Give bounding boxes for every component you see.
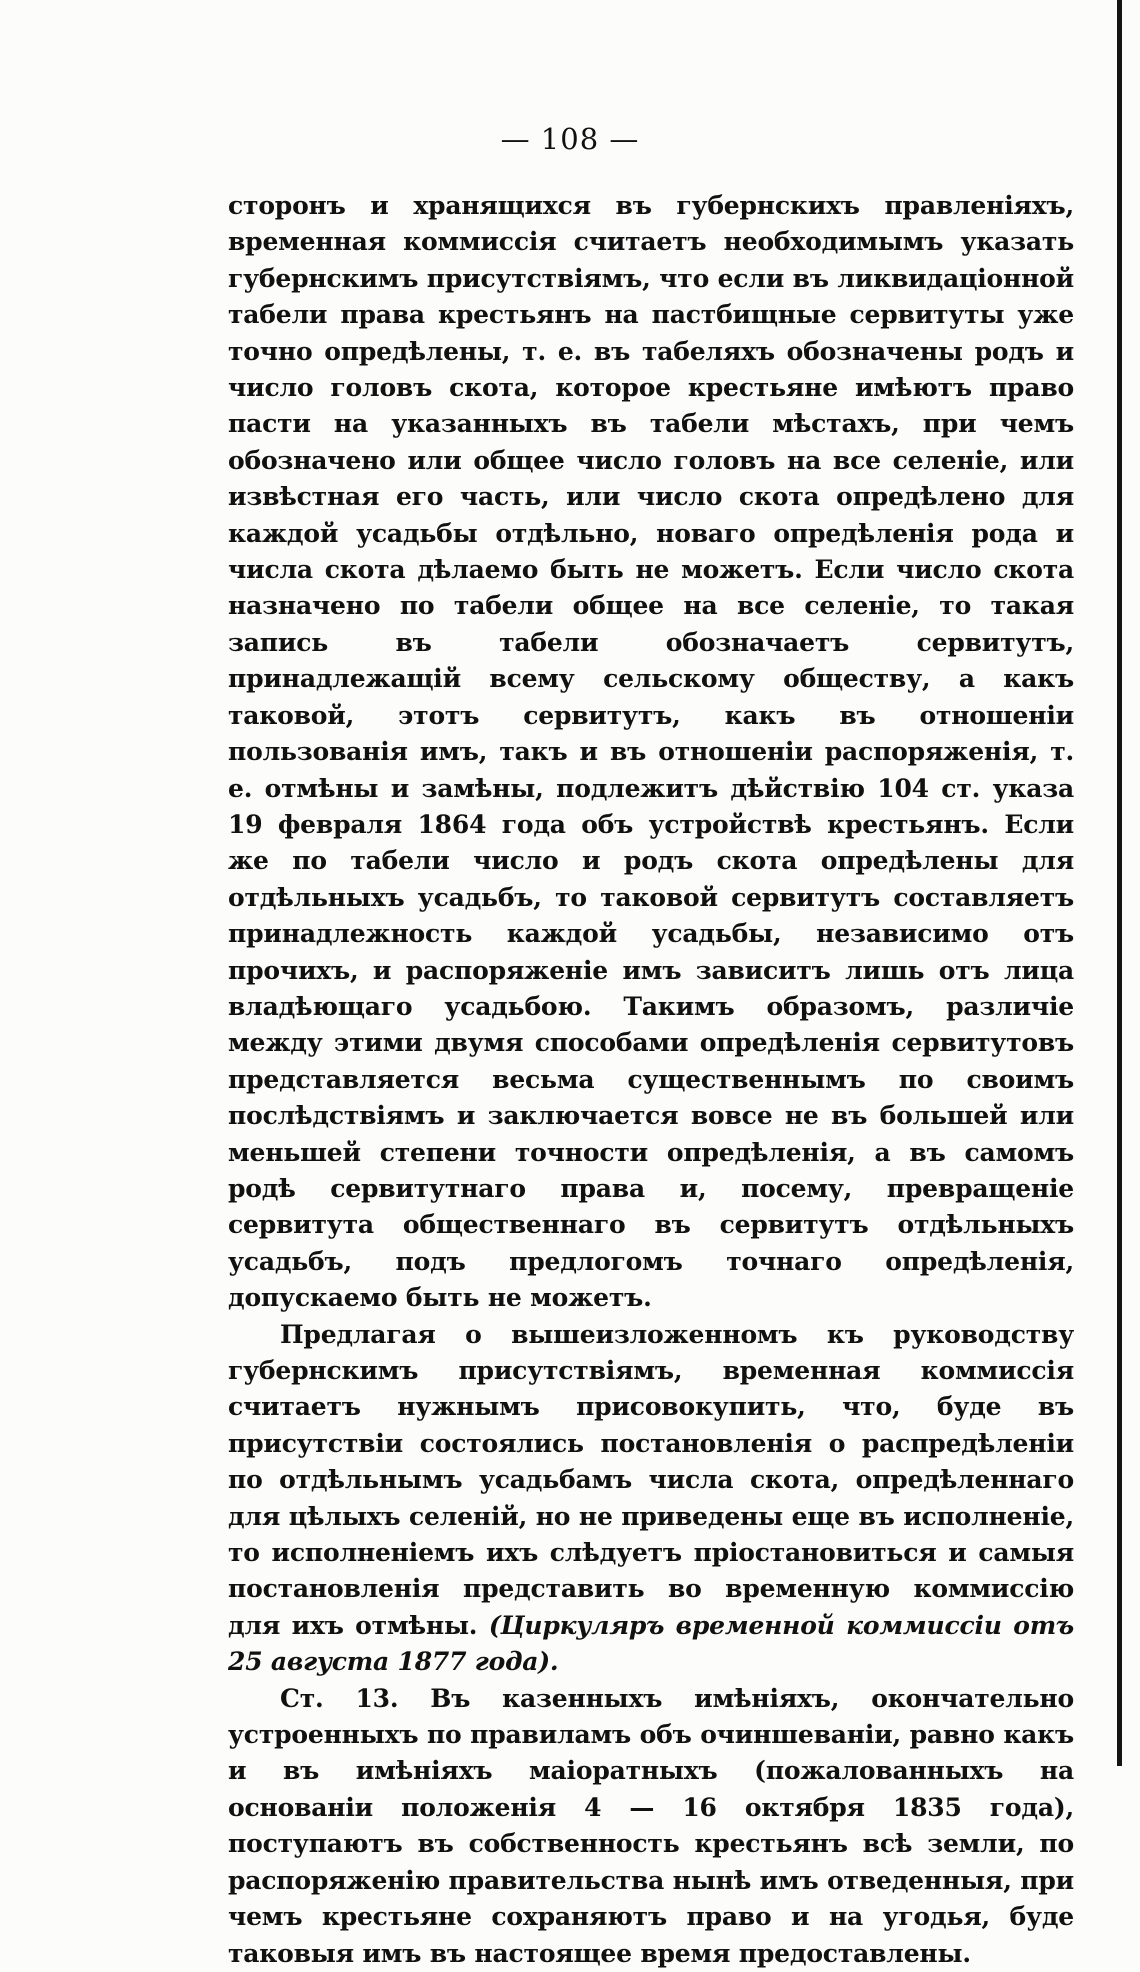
body-text [228,188,1074,1972]
page-edge-shadow [1117,0,1122,1766]
article-13-text: Ст. 13. Въ казенныхъ имѣніяхъ, окончательно устроенныхъ по правиламъ объ очиншеваніи, равно какъ и въ имѣніяхъ маіоратныхъ (пожалованныхъ на основаніи положенія 4 — 16 октября 1835 года), поступаютъ въ собственность крестьянъ всѣ земли, по распоряженію правительства нынѣ имъ отведенныя, при чемъ крестьяне сохраняютъ право и на угодья, буде таковыя имъ въ настоящее время предоставлены. [228,1683,1074,1968]
paragraph-1 [228,188,1074,1317]
circular-reference: (Циркуляръ временной коммиссіи отъ 25 августа 1877 года). [228,1610,1074,1677]
page-number: — 108 — [500,122,640,156]
paragraph-1-text: сторонъ и хранящихся въ губернскихъ правленіяхъ, временная коммиссія считаетъ необходимымъ указать губернскимъ присутствіямъ, что если въ ликвидаціонной табели права крестьянъ на пастбищные сервитуты уже точно опредѣлены, т. е. въ табеляхъ обозначены родъ и число головъ скота, которое крестьяне имѣютъ право пасти на указанныхъ въ табели мѣстахъ, при чемъ обозначено или общее число головъ на все селеніе, или извѣстная его часть, или число скота опредѣлено для каждой усадьбы отдѣльно, новаго опредѣленія рода и числа скота дѣлаемо быть не можетъ. Если число скота назначено по табели общее на все селеніе, то такая запись въ табели обозначаетъ сервитутъ, принадлежащій всему сельскому обществу, а какъ таковой, этотъ сервитутъ, какъ въ отношеніи пользованія имъ, такъ и въ отношеніи распоряженія, т. е. отмѣны и замѣны, подлежитъ дѣйствію 104 ст. указа 19 февраля 1864 года объ устройствѣ крестьянъ. Если же по табели число и родъ скота опредѣлены для отдѣльныхъ усадьбъ, то таковой сервитутъ составляетъ принадлежность каждой усадьбы, независимо отъ прочихъ, и распоряженіе имъ зависитъ лишь отъ лица владѣющаго усадьбою. Такимъ образомъ, различіе между этими двумя способами опредѣленія сервитутовъ представляется весьма существеннымъ по своимъ послѣдствіямъ и заключается вовсе не въ большей или меньшей степени точности опредѣленія, а въ самомъ родѣ сервитутнаго права и, посему, превращеніе сервитута общественнаго въ сервитутъ отдѣльныхъ усадьбъ, подъ предлогомъ точнаго опредѣленія, допускаемо быть не можетъ. [228,191,1074,1313]
paragraph-2-text: Предлагая о вышеизложенномъ къ руководству губернскимъ присутствіямъ, временная коммиссія считаетъ нужнымъ присовокупить, что, буде въ присутствіи состоялись постановленія о распредѣленіи по отдѣльнымъ усадьбамъ числа скота, опредѣленнаго для цѣлыхъ селеній, но не приведены еще въ исполненіе, то исполненіемъ ихъ слѣдуетъ пріостановиться и самыя постановленія представить во временную коммиссію для ихъ отмѣны. [228,1319,1074,1640]
paragraph-2 [228,1317,1074,1681]
article-13 [228,1681,1074,1972]
